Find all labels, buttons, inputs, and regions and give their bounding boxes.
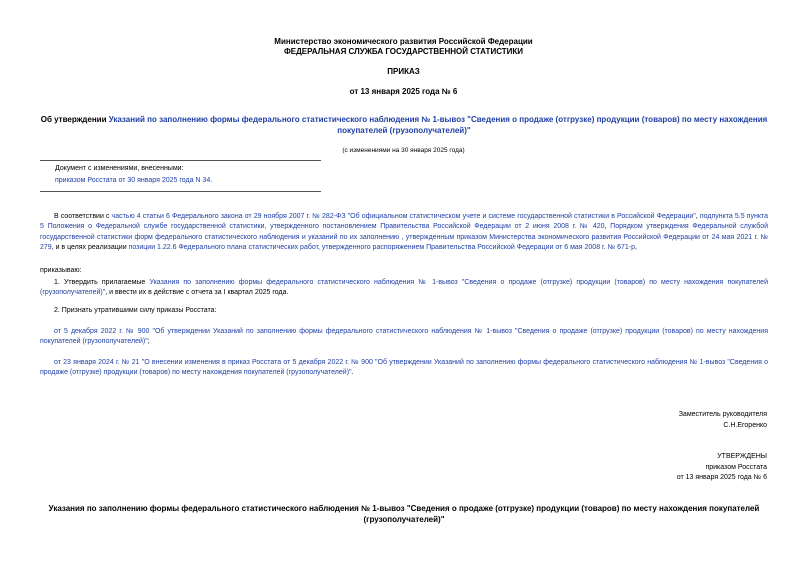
signatory-name: С.Н.Егоренко — [723, 421, 767, 429]
preamble-text-2: , — [695, 213, 700, 220]
signature-block — [679, 410, 767, 431]
document-type: ПРИКАЗ — [387, 67, 420, 76]
signatory-position: Заместитель руководителя — [678, 411, 767, 418]
title-link[interactable]: Указаний по заполнению формы федерального статистического наблюдения № 1-вывоз "Сведения о продаже (отгрузке) продукции (товаров) по месту нахождения покупателей (грузополучателей)" — [108, 115, 768, 135]
repealed-link-1[interactable]: от 5 декабря 2022 г. № 900 "Об утверждении Указаний по заполнению формы федерального статистического наблюдения № 1-вывоз "Сведения о продаже (отгрузке) продукции (товаров) по месту нахождения покупателей (грузополучателей)" — [40, 328, 768, 346]
amendments-label: Документ с изменениями, внесенными: — [55, 165, 184, 172]
preamble-text-4: , и в целях реализации — [51, 243, 129, 251]
approval-line-2: приказом Росстата — [705, 463, 767, 471]
repealed-link-2[interactable]: от 23 января 2024 г. № 21 "О внесении изменения в приказ Росстата от 5 декабря 2022 г. № 900 "Об утверждении Указаний по заполнению формы федерального статистического наблюдения № 1-вывоз "Сведения о продаже (отгрузке) продукции (товаров) по месту нахождения покупателей (грузополучателей)" — [40, 359, 768, 377]
repealed-tail-1: ; — [147, 338, 150, 346]
changes-note: (с изменениями на 30 января 2025 года) — [342, 147, 465, 154]
preamble-text-5: , — [634, 243, 637, 251]
item-1-text-1: 1. Утвердить прилагаемые — [54, 279, 150, 286]
approval-line-1: УТВЕРЖДЕНЫ — [717, 453, 767, 460]
preamble-paragraph — [40, 212, 768, 253]
procedure-link[interactable]: Порядком утверждения Федеральной службой государственной статистики форм федерального статистического наблюдения и указаний по их заполнению , утвержденным приказом Министерства экономического развития Российской Федерации от 24 мая 2021 г. № 279 — [40, 223, 769, 251]
preamble-text-3: , — [604, 223, 611, 231]
item-1-link[interactable]: Указания по заполнению формы федерального статистического наблюдения № 1-вывоз "Сведения о продаже (отгрузке) продукции (товаров) по месту нахождения покупателей (грузополучателей)" — [40, 279, 768, 297]
repealed-item-1 — [40, 327, 768, 348]
orders-word: приказываю: — [40, 267, 82, 274]
approval-line-3: от 13 января 2025 года № 6 — [676, 474, 767, 481]
preamble-text-1: В соответствии с — [54, 213, 112, 220]
title-prefix: Об утверждении — [40, 115, 109, 124]
divider-bottom — [40, 191, 321, 192]
document-date-number: от 13 января 2025 года № 6 — [349, 87, 458, 96]
divider-top — [40, 160, 321, 161]
document-title — [40, 114, 768, 136]
instructions-title: Указания по заполнению формы федерального статистического наблюдения № 1-вывоз "Сведения о продаже (отгрузке) продукции (товаров) по месту нахождения покупателей (грузополучателей)" — [48, 504, 760, 524]
ministry-name: Министерство экономического развития Российской Федерации — [274, 37, 533, 46]
item-1-text-2: , и ввести их в действие с отчета за I квартал 2025 года. — [105, 289, 289, 297]
law-link[interactable]: частью 4 статьи 6 Федерального закона от 29 ноября 2007 г. № 282-ФЗ "Об официальном статистическом учете и системе государственной статистики в Российской Федерации" — [111, 213, 696, 220]
amendment-link[interactable]: приказом Росстата от 30 января 2025 года N 34. — [55, 177, 213, 184]
item-1 — [40, 278, 768, 299]
plan-link[interactable]: позиции 1.22.6 Федерального плана статистических работ, утвержденного распоряжением Правительства Российской Федерации от 6 мая 2008 г. № 671-р — [128, 243, 635, 251]
approval-block — [677, 452, 767, 484]
service-name: ФЕДЕРАЛЬНАЯ СЛУЖБА ГОСУДАРСТВЕННОЙ СТАТИСТИКИ — [283, 47, 524, 56]
repealed-tail-2: . — [351, 369, 354, 377]
regulation-link[interactable]: подпункта 5.5 пункта 5 Положения о Федеральной службе государственной статистики, утвержденного постановлением Правительства Российской Федерации от 2 июня 2008 г. № 420 — [40, 213, 769, 231]
item-2: 2. Признать утратившими силу приказы Росстата: — [54, 307, 217, 314]
repealed-item-2 — [40, 358, 768, 379]
